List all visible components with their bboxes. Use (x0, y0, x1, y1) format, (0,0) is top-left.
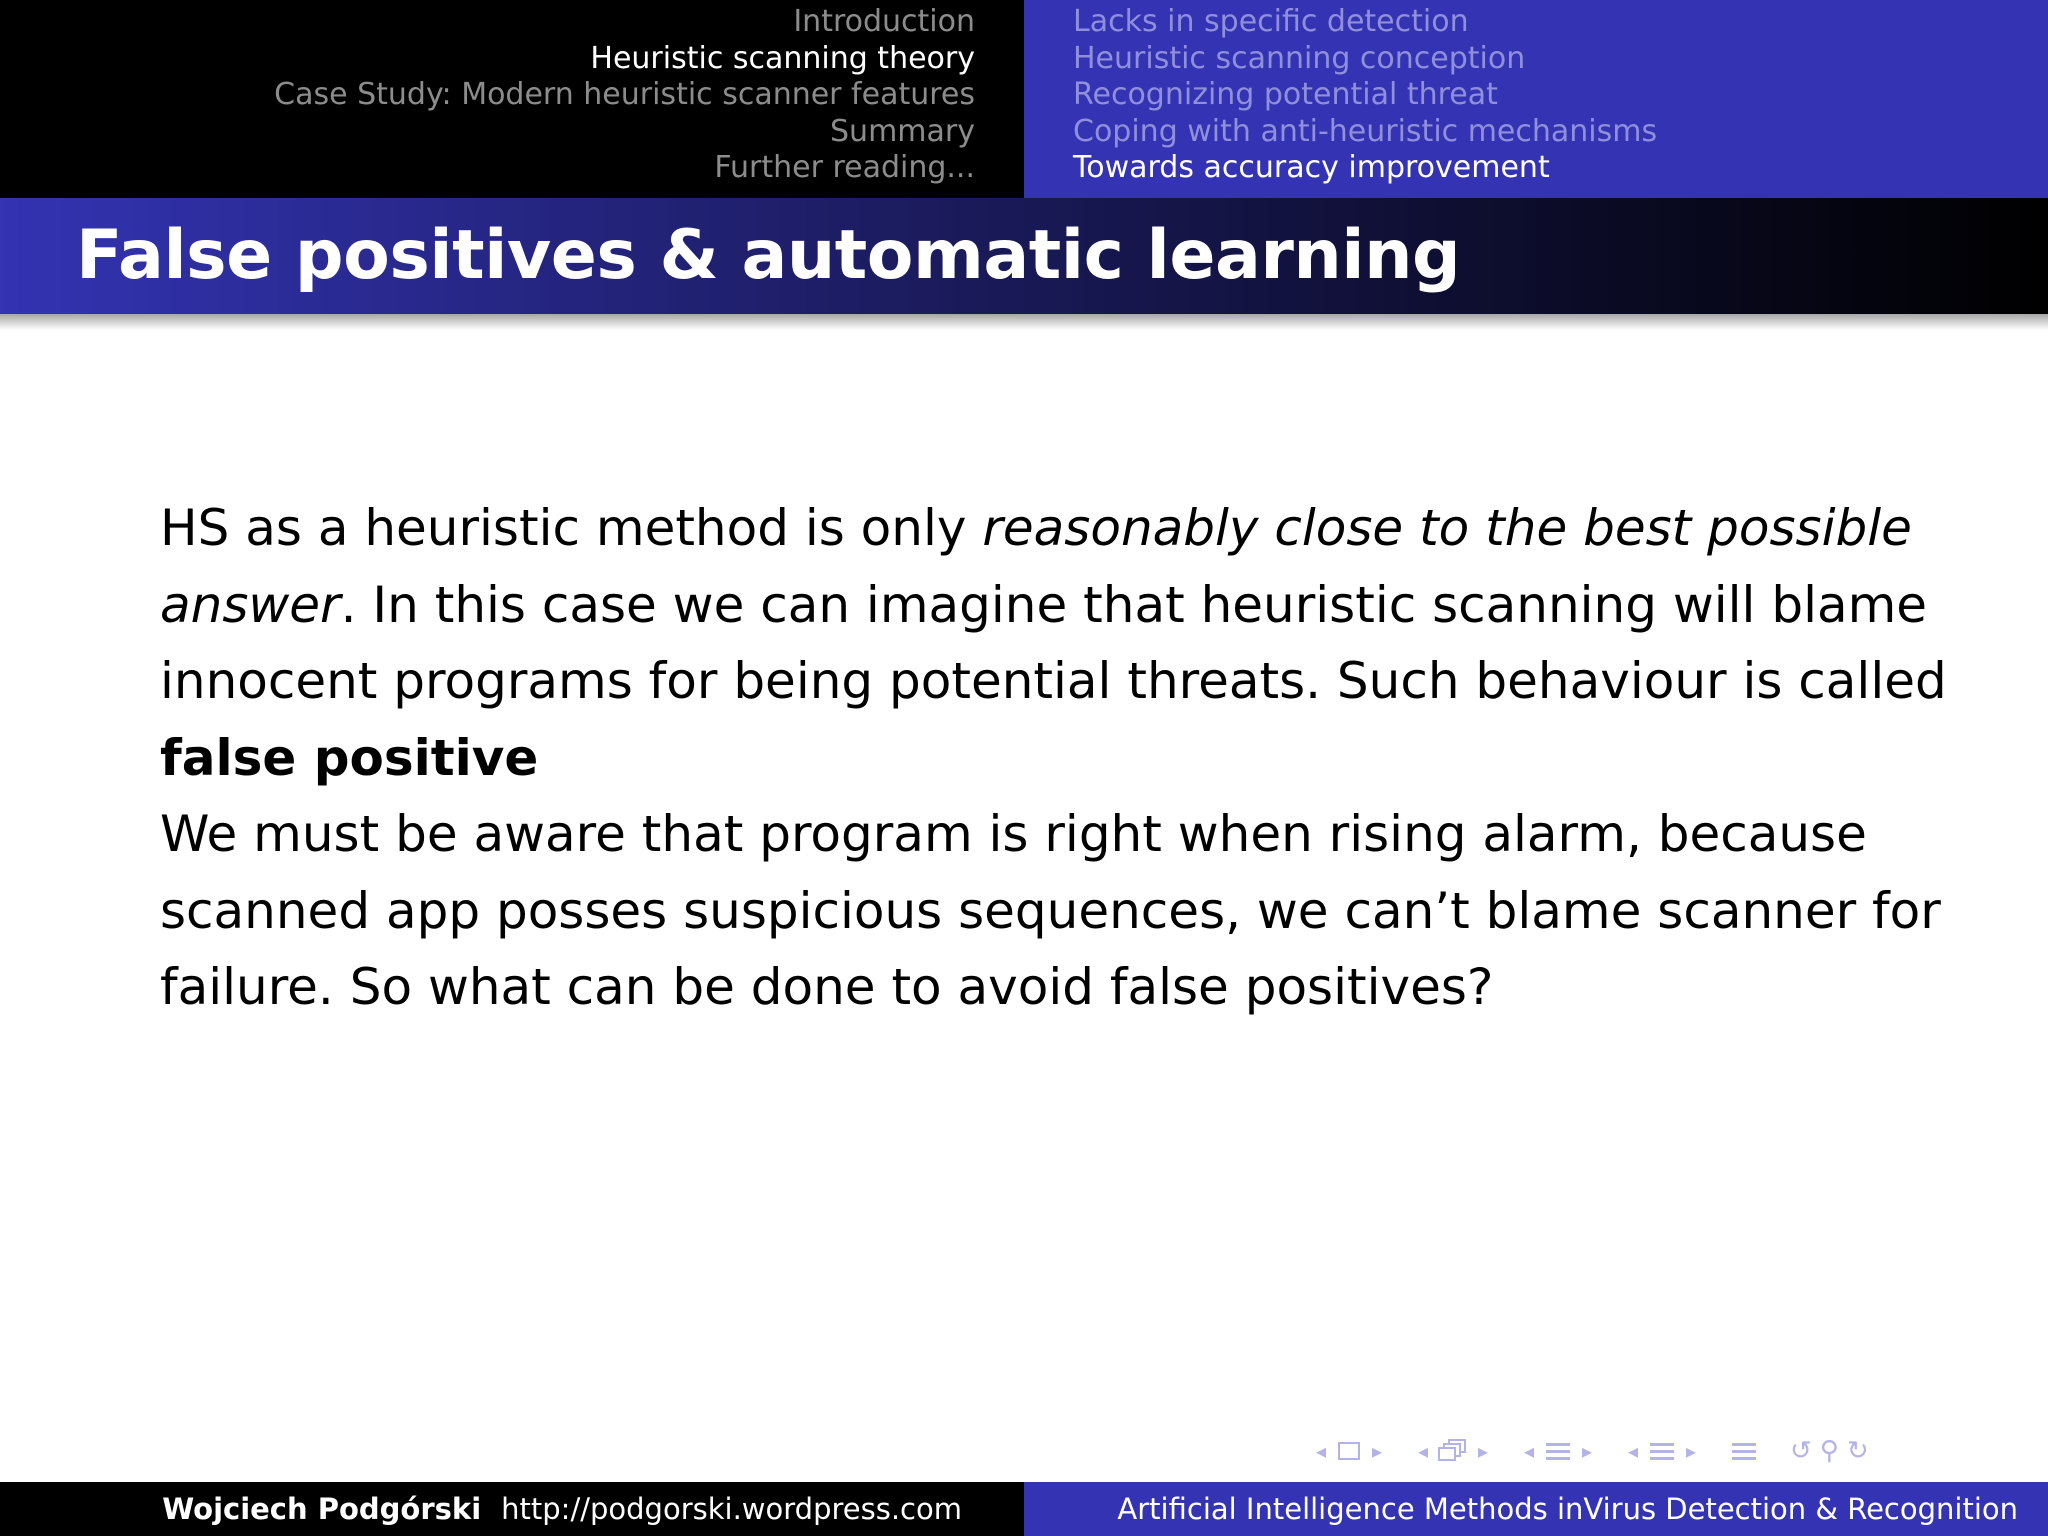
document-lines-icon[interactable] (1650, 1443, 1674, 1460)
section-link-summary[interactable]: Summary (830, 113, 975, 149)
appendix-icon[interactable] (1726, 1443, 1762, 1460)
header-subsections-panel (1024, 0, 2048, 198)
frame-nav-icon[interactable] (1310, 1439, 1388, 1463)
subsection-list (1073, 4, 1657, 187)
frame-body (160, 490, 1980, 1026)
navigation-symbols (1310, 1434, 2030, 1468)
subsection-link-anti-heuristic-mechanisms[interactable]: Coping with anti-heuristic mechanisms (1073, 113, 1658, 149)
subsection-nav-icon[interactable] (1412, 1439, 1494, 1463)
search-icon[interactable]: ⚲ (1819, 1436, 1839, 1466)
frame-title-bar (0, 198, 2048, 314)
header-sections-panel (0, 0, 1024, 198)
paragraph-false-positive-definition (160, 490, 1980, 796)
subsection-link-recognizing-potential-threat[interactable]: Recognizing potential threat (1073, 77, 1498, 113)
appendix-lines-icon[interactable] (1732, 1443, 1756, 1460)
section-prev-arrow-icon[interactable]: ◂ (1523, 1439, 1535, 1463)
section-link-introduction[interactable]: Introduction (793, 4, 975, 39)
section-next-arrow-icon[interactable]: ▸ (1581, 1439, 1593, 1463)
document-prev-arrow-icon[interactable]: ◂ (1627, 1439, 1639, 1463)
footer-author-panel (0, 1482, 1024, 1536)
footer-talk-title: Artificial Intelligence Methods inVirus Detection & Recognition (1117, 1492, 2018, 1526)
paragraph-avoid-false-positives: We must be aware that program is right when rising alarm, because scanned app posses suspicious sequences, we can’t blame scanner for failure. So what can be done to avoid false positives? (160, 805, 1941, 1016)
subsection-link-heuristic-scanning-conception[interactable]: Heuristic scanning conception (1073, 40, 1526, 76)
frame-title-shadow (0, 314, 2048, 330)
document-nav-icon[interactable] (1622, 1439, 1702, 1463)
section-link-further-reading[interactable]: Further reading... (714, 150, 975, 186)
frame-box-icon[interactable] (1338, 1442, 1360, 1460)
paragraph1-text-b: . In this case we can imagine that heuristic scanning will blame innocent programs for being potential threats. Such behaviour is called (160, 575, 1947, 710)
footer-author-line (162, 1490, 962, 1528)
frame-title: False positives & automatic learning (76, 216, 1461, 295)
frame-next-arrow-icon[interactable]: ▸ (1371, 1439, 1383, 1463)
footer-author: Wojciech Podgórski (162, 1492, 482, 1526)
subsection-prev-arrow-icon[interactable]: ◂ (1417, 1439, 1429, 1463)
footer-url[interactable]: http://podgorski.wordpress.com (501, 1492, 962, 1526)
section-list (274, 4, 975, 187)
back-icon[interactable]: ↺ (1790, 1436, 1812, 1466)
false-positive-term: false positive (160, 728, 539, 787)
section-link-case-study[interactable]: Case Study: Modern heuristic scanner features (274, 77, 975, 113)
forward-icon[interactable]: ↻ (1846, 1436, 1869, 1466)
paragraph1-text-a: HS as a heuristic method is only (160, 499, 983, 557)
section-lines-icon[interactable] (1546, 1443, 1570, 1460)
paragraph1-italic-phrase: reasonably close to the best possible answer (160, 499, 1912, 634)
subsection-boxes-icon[interactable] (1438, 1439, 1468, 1463)
section-link-heuristic-scanning-theory[interactable]: Heuristic scanning theory (590, 40, 975, 76)
footer-title-panel (1024, 1482, 2048, 1536)
frame-prev-arrow-icon[interactable]: ◂ (1315, 1439, 1327, 1463)
subsection-link-lacks-in-specific-detection[interactable]: Lacks in specific detection (1073, 4, 1469, 39)
subsection-link-towards-accuracy-improvement[interactable]: Towards accuracy improvement (1073, 150, 1550, 186)
document-next-arrow-icon[interactable]: ▸ (1685, 1439, 1697, 1463)
subsection-next-arrow-icon[interactable]: ▸ (1477, 1439, 1489, 1463)
section-nav-icon[interactable] (1518, 1439, 1598, 1463)
back-search-icons (1786, 1436, 1873, 1466)
